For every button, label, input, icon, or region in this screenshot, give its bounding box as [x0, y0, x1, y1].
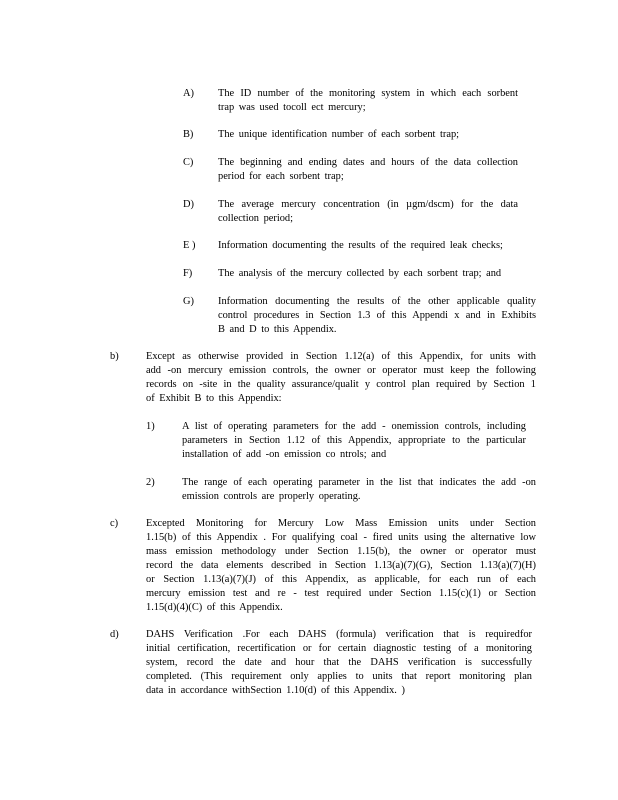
text-line: A list of operating parameters for the add - onemission controls, including [182, 421, 526, 432]
text-line: initial certification, recertification or for certain diagnostic testing of a monitoring [146, 643, 532, 654]
text-line: period for each sorbent trap; [218, 171, 344, 182]
list-item-text [218, 295, 536, 337]
text-line: of Exhibit B to this Appendix: [146, 393, 282, 404]
list-item-text [218, 239, 522, 253]
text-line: mass emission methodology under Section 1.15(b), the owner or operator must [146, 546, 536, 557]
text-line: add -on mercury emission controls, the owner or operator must keep the following [146, 365, 536, 376]
list-item-marker: c) [110, 518, 119, 529]
text-line: Except as otherwise provided in Section 1.12(a) of this Appendix, for units with [146, 351, 536, 362]
text-line: The analysis of the mercury collected by each sorbent trap; and [218, 268, 502, 279]
list-item-marker: F) [183, 268, 193, 279]
list-item-marker: D) [183, 199, 194, 210]
list-item-text [218, 198, 518, 226]
text-line: The unique identification number of each sorbent trap; [218, 129, 460, 140]
list-item-text [146, 628, 532, 698]
text-line: or Section 1.13(a)(7)(J) of this Appendix, as applicable, for each run of each [146, 574, 536, 585]
text-line: collection period; [218, 213, 293, 224]
list-item-text [218, 156, 518, 184]
list-item-text [218, 128, 476, 142]
list-item-marker: G) [183, 296, 194, 307]
text-line: system, record the date and hour that the DAHS verification is successfully [146, 657, 532, 668]
list-item-marker: 1) [146, 421, 155, 432]
text-line: data in accordance withSection 1.10(d) of this Appendix. ) [146, 685, 405, 696]
list-item-text [146, 517, 536, 615]
list-item-marker: C) [183, 157, 194, 168]
text-line: record the data elements described in Section 1.13(a)(7)(G), Section 1.13(a)(7)(H) [146, 560, 536, 571]
text-line: control procedures in Section 1.3 of this Appendi x and in Exhibits [218, 310, 536, 321]
text-line: trap was used tocoll ect mercury; [218, 102, 366, 113]
list-item-marker: A) [183, 88, 194, 99]
text-line: The average mercury concentration (in µgm/dscm) for the data [218, 199, 518, 210]
list-item-text [218, 267, 518, 281]
text-line: The range of each operating parameter in the list that indicates the add -on [182, 477, 536, 488]
text-line: 1.15(d)(4)(C) of this Appendix. [146, 602, 283, 613]
text-line: Information documenting the results of the required leak checks; [218, 240, 503, 251]
list-item-text [218, 87, 518, 115]
list-item-marker: d) [110, 629, 119, 640]
text-line: completed. (This requirement only applies to units that report monitoring plan [146, 671, 532, 682]
text-line: 1.15(b) of this Appendix . For qualifying coal - fired units using the alternative low [146, 532, 536, 543]
list-item-marker: B) [183, 129, 194, 140]
list-item-text [182, 476, 536, 504]
list-item-marker: b) [110, 351, 119, 362]
list-item-marker: E ) [183, 240, 196, 251]
text-line: B and D to this Appendix. [218, 324, 337, 335]
text-line: The beginning and ending dates and hours of the data collection [218, 157, 518, 168]
text-line: mercury emission test and re - test required under Section 1.15(c)(1) or Section [146, 588, 536, 599]
text-line: parameters in Section 1.12 of this Appendix, appropriate to the particular [182, 435, 526, 446]
list-item-text [146, 350, 536, 406]
list-item-marker: 2) [146, 477, 155, 488]
text-line: Information documenting the results of the other applicable quality [218, 296, 536, 307]
text-line: Excepted Monitoring for Mercury Low Mass Emission units under Section [146, 518, 536, 529]
text-line: emission controls are properly operating. [182, 491, 361, 502]
text-line: DAHS Verification .For each DAHS (formula) verification that is requiredfor [146, 629, 532, 640]
text-line: records on -site in the quality assurance/qualit y control plan required by Section 1 [146, 379, 536, 390]
text-line: The ID number of the monitoring system in which each sorbent [218, 88, 518, 99]
list-item-text [182, 420, 526, 462]
text-line: installation of add -on emission co ntrols; and [182, 449, 387, 460]
